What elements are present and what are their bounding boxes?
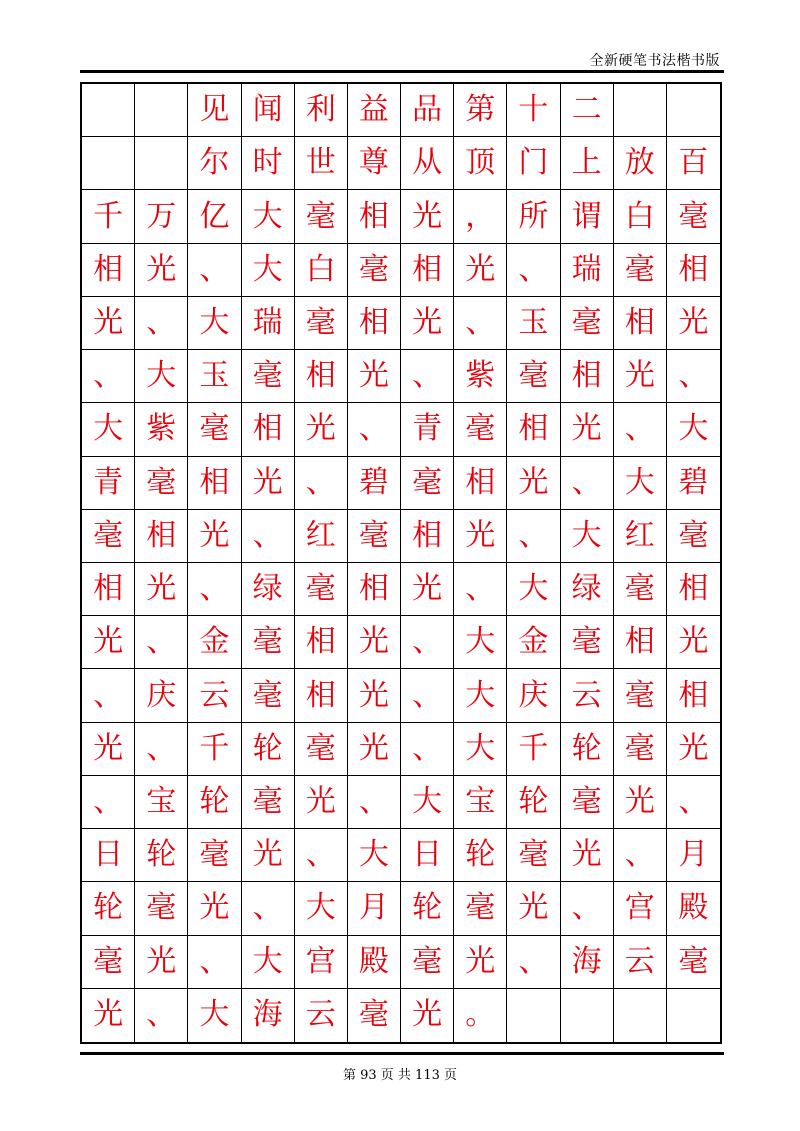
grid-cell: 光 xyxy=(401,190,454,243)
grid-cell: 毫 xyxy=(507,829,560,882)
grid-cell: 绿 xyxy=(561,563,614,616)
grid-cell: 、 xyxy=(507,510,560,563)
copybook-grid xyxy=(80,82,722,1044)
grid-cell: 相 xyxy=(82,563,135,616)
grid-cell: 大 xyxy=(507,563,560,616)
grid-cell: 殿 xyxy=(667,882,720,935)
grid-cell: 光 xyxy=(82,723,135,776)
grid-cell xyxy=(614,989,667,1042)
grid-cell: 千 xyxy=(507,723,560,776)
grid-cell: 绿 xyxy=(242,563,295,616)
grid-cell: 、 xyxy=(561,457,614,510)
grid-cell: 益 xyxy=(348,84,401,137)
grid-cell: 云 xyxy=(614,936,667,989)
grid-cell: 、 xyxy=(667,776,720,829)
grid-cell: 毫 xyxy=(454,403,507,456)
grid-cell: 白 xyxy=(295,244,348,297)
grid-cell: 金 xyxy=(507,616,560,669)
grid-cell: 相 xyxy=(188,457,241,510)
grid-cell: 、 xyxy=(614,403,667,456)
grid-cell: 宫 xyxy=(295,936,348,989)
grid-cell xyxy=(667,84,720,137)
grid-cell: 顶 xyxy=(454,137,507,190)
grid-cell: 毫 xyxy=(295,723,348,776)
grid-cell: 大 xyxy=(667,403,720,456)
grid-cell: 毫 xyxy=(188,829,241,882)
grid-cell: 大 xyxy=(242,936,295,989)
grid-cell: 相 xyxy=(667,244,720,297)
grid-cell: 大 xyxy=(401,776,454,829)
grid-cell: 相 xyxy=(295,669,348,722)
grid-cell: 碧 xyxy=(348,457,401,510)
grid-cell: 光 xyxy=(667,297,720,350)
grid-cell xyxy=(82,137,135,190)
grid-cell: 品 xyxy=(401,84,454,137)
grid-cell: 、 xyxy=(295,457,348,510)
grid-cell: 、 xyxy=(401,669,454,722)
grid-cell: 光 xyxy=(82,297,135,350)
grid-cell: 光 xyxy=(401,989,454,1042)
grid-cell: 大 xyxy=(561,510,614,563)
grid-cell: 、 xyxy=(82,350,135,403)
grid-cell: 庆 xyxy=(135,669,188,722)
grid-cell: 轮 xyxy=(188,776,241,829)
grid-cell: 毫 xyxy=(667,190,720,243)
grid-cell: ， xyxy=(454,190,507,243)
grid-cell: 、 xyxy=(82,669,135,722)
grid-cell: 光 xyxy=(507,882,560,935)
grid-cell: 、 xyxy=(561,882,614,935)
grid-cell: 尔 xyxy=(188,137,241,190)
grid-cell: 大 xyxy=(188,297,241,350)
grid-cell: 大 xyxy=(348,829,401,882)
grid-cell: 光 xyxy=(242,457,295,510)
grid-cell: 大 xyxy=(454,669,507,722)
grid-cell: 毫 xyxy=(561,297,614,350)
grid-cell: 毫 xyxy=(401,457,454,510)
grid-cell: 宝 xyxy=(454,776,507,829)
grid-cell: 轮 xyxy=(561,723,614,776)
grid-cell: 光 xyxy=(401,563,454,616)
grid-cell: 轮 xyxy=(242,723,295,776)
grid-cell: 、 xyxy=(507,244,560,297)
grid-cell: 云 xyxy=(561,669,614,722)
grid-cell: 、 xyxy=(135,723,188,776)
grid-cell: 毫 xyxy=(561,776,614,829)
grid-cell: 、 xyxy=(454,563,507,616)
footer-divider xyxy=(80,1052,724,1055)
grid-cell: 毫 xyxy=(188,403,241,456)
grid-cell: 光 xyxy=(614,776,667,829)
grid-cell: 光 xyxy=(614,350,667,403)
grid-cell: 紫 xyxy=(135,403,188,456)
grid-cell xyxy=(135,137,188,190)
grid-cell: 毫 xyxy=(614,723,667,776)
grid-cell: 庆 xyxy=(507,669,560,722)
grid-cell: 毫 xyxy=(348,510,401,563)
grid-cell: 相 xyxy=(242,403,295,456)
grid-cell: 千 xyxy=(82,190,135,243)
grid-cell xyxy=(82,84,135,137)
grid-cell: 海 xyxy=(561,936,614,989)
grid-cell: 瑞 xyxy=(242,297,295,350)
grid-cell: 光 xyxy=(507,457,560,510)
grid-cell: 、 xyxy=(188,563,241,616)
grid-cell: 相 xyxy=(348,297,401,350)
grid-cell: 大 xyxy=(242,190,295,243)
grid-cell: 谓 xyxy=(561,190,614,243)
grid-cell: 光 xyxy=(454,244,507,297)
grid-cell: 、 xyxy=(454,297,507,350)
grid-cell xyxy=(667,989,720,1042)
grid-cell: 相 xyxy=(82,244,135,297)
grid-cell: 光 xyxy=(348,616,401,669)
grid-cell: 万 xyxy=(135,190,188,243)
page-number: 第 93 页 共 113 页 xyxy=(342,1068,458,1083)
grid-cell: 闻 xyxy=(242,84,295,137)
grid-cell: 光 xyxy=(348,350,401,403)
grid-cell: 二 xyxy=(561,84,614,137)
grid-cell: 见 xyxy=(188,84,241,137)
grid-cell: 碧 xyxy=(667,457,720,510)
grid-cell: 轮 xyxy=(454,829,507,882)
grid-cell: 紫 xyxy=(454,350,507,403)
grid-cell: 相 xyxy=(348,563,401,616)
grid-cell xyxy=(507,989,560,1042)
grid-cell: 红 xyxy=(614,510,667,563)
grid-cell: 毫 xyxy=(242,616,295,669)
grid-cell: 玉 xyxy=(507,297,560,350)
grid-cell: 毫 xyxy=(614,563,667,616)
grid-cell: 上 xyxy=(561,137,614,190)
grid-cell: 相 xyxy=(401,244,454,297)
grid-cell: 毫 xyxy=(561,616,614,669)
grid-cell: 时 xyxy=(242,137,295,190)
grid-cell: 光 xyxy=(135,244,188,297)
grid-cell: 毫 xyxy=(401,936,454,989)
grid-cell: 光 xyxy=(242,829,295,882)
grid-cell: 第 xyxy=(454,84,507,137)
grid-cell: 殿 xyxy=(348,936,401,989)
grid-cell: 、 xyxy=(348,403,401,456)
grid-cell: 日 xyxy=(401,829,454,882)
grid-cell: 大 xyxy=(188,989,241,1042)
grid-cell: 毫 xyxy=(614,669,667,722)
grid-cell: 云 xyxy=(188,669,241,722)
grid-cell: 毫 xyxy=(242,350,295,403)
grid-cell: 相 xyxy=(614,297,667,350)
grid-cell: 光 xyxy=(401,297,454,350)
grid-cell: 、 xyxy=(135,616,188,669)
grid-cell: 大 xyxy=(614,457,667,510)
grid-cell: 毫 xyxy=(82,510,135,563)
grid-cell: 相 xyxy=(295,350,348,403)
grid-cell: 相 xyxy=(507,403,560,456)
grid-cell: 门 xyxy=(507,137,560,190)
grid-cell: 。 xyxy=(454,989,507,1042)
grid-cell: 光 xyxy=(561,403,614,456)
grid-cell: 放 xyxy=(614,137,667,190)
grid-cell: 相 xyxy=(454,457,507,510)
grid-cell: 光 xyxy=(667,616,720,669)
grid-cell: 毫 xyxy=(614,244,667,297)
header-title: 全新硬笔书法楷书版 xyxy=(589,53,720,69)
grid-cell: 相 xyxy=(667,669,720,722)
grid-cell: 毫 xyxy=(295,297,348,350)
grid-cell: 光 xyxy=(188,510,241,563)
grid-cell: 轮 xyxy=(401,882,454,935)
grid-cell: 轮 xyxy=(135,829,188,882)
grid-cell: 、 xyxy=(135,297,188,350)
grid-cell: 毫 xyxy=(348,244,401,297)
grid-cell: 毫 xyxy=(667,936,720,989)
grid-cell: 、 xyxy=(188,244,241,297)
grid-cell: 、 xyxy=(401,350,454,403)
grid-cell: 、 xyxy=(295,829,348,882)
grid-cell: 相 xyxy=(614,616,667,669)
grid-cell: 大 xyxy=(135,350,188,403)
grid-cell: 云 xyxy=(295,989,348,1042)
grid-cell: 、 xyxy=(82,776,135,829)
grid-cell: 青 xyxy=(82,457,135,510)
grid-cell: 光 xyxy=(82,616,135,669)
grid-cell: 光 xyxy=(188,882,241,935)
grid-cell: 瑞 xyxy=(561,244,614,297)
grid-cell: 大 xyxy=(454,616,507,669)
grid-cell: 光 xyxy=(135,563,188,616)
grid-cell: 毫 xyxy=(242,776,295,829)
grid-cell xyxy=(561,989,614,1042)
grid-cell: 、 xyxy=(507,936,560,989)
grid-cell: 玉 xyxy=(188,350,241,403)
grid-cell: 光 xyxy=(454,510,507,563)
grid-cell: 、 xyxy=(135,989,188,1042)
grid-cell: 青 xyxy=(401,403,454,456)
grid-cell: 日 xyxy=(82,829,135,882)
grid-cell: 、 xyxy=(614,829,667,882)
grid-cell: 毫 xyxy=(295,190,348,243)
grid-cell: 光 xyxy=(295,776,348,829)
grid-cell: 海 xyxy=(242,989,295,1042)
grid-cell: 千 xyxy=(188,723,241,776)
grid-cell: 白 xyxy=(614,190,667,243)
grid-cell: 尊 xyxy=(348,137,401,190)
grid-cell xyxy=(135,84,188,137)
grid-cell: 金 xyxy=(188,616,241,669)
grid-cell: 十 xyxy=(507,84,560,137)
grid-cell: 、 xyxy=(242,510,295,563)
grid-cell: 毫 xyxy=(507,350,560,403)
grid-cell: 毫 xyxy=(135,882,188,935)
grid-cell: 毫 xyxy=(135,457,188,510)
grid-cell: 所 xyxy=(507,190,560,243)
grid-cell: 毫 xyxy=(295,563,348,616)
header-divider xyxy=(80,70,724,73)
grid-cell: 毫 xyxy=(242,669,295,722)
grid-cell: 、 xyxy=(348,776,401,829)
grid-cell: 、 xyxy=(188,936,241,989)
grid-cell xyxy=(614,84,667,137)
grid-cell: 光 xyxy=(295,403,348,456)
grid-cell: 月 xyxy=(667,829,720,882)
grid-cell: 、 xyxy=(667,350,720,403)
grid-cell: 光 xyxy=(348,723,401,776)
grid-cell: 、 xyxy=(242,882,295,935)
grid-cell: 光 xyxy=(667,723,720,776)
grid-cell: 、 xyxy=(401,616,454,669)
grid-cell: 大 xyxy=(82,403,135,456)
grid-cell: 世 xyxy=(295,137,348,190)
grid-cell: 利 xyxy=(295,84,348,137)
grid-cell: 亿 xyxy=(188,190,241,243)
grid-cell: 相 xyxy=(401,510,454,563)
grid-cell: 轮 xyxy=(82,882,135,935)
grid-cell: 光 xyxy=(135,936,188,989)
grid-cell: 相 xyxy=(667,563,720,616)
grid-cell: 宝 xyxy=(135,776,188,829)
grid-cell: 轮 xyxy=(507,776,560,829)
grid-cell: 相 xyxy=(348,190,401,243)
grid-cell: 光 xyxy=(82,989,135,1042)
grid-cell: 大 xyxy=(295,882,348,935)
grid-cell: 从 xyxy=(401,137,454,190)
grid-cell: 百 xyxy=(667,137,720,190)
grid-cell: 红 xyxy=(295,510,348,563)
grid-cell: 相 xyxy=(135,510,188,563)
grid-cell: 相 xyxy=(561,350,614,403)
grid-cell: 毫 xyxy=(667,510,720,563)
grid-cell: 大 xyxy=(242,244,295,297)
grid-cell: 光 xyxy=(454,936,507,989)
grid-cell: 毫 xyxy=(348,989,401,1042)
grid-cell: 毫 xyxy=(454,882,507,935)
grid-cell: 、 xyxy=(401,723,454,776)
grid-cell: 相 xyxy=(295,616,348,669)
grid-cell: 毫 xyxy=(82,936,135,989)
grid-cell: 光 xyxy=(561,829,614,882)
grid-cell: 大 xyxy=(454,723,507,776)
grid-cell: 月 xyxy=(348,882,401,935)
grid-cell: 宫 xyxy=(614,882,667,935)
grid-cell: 光 xyxy=(348,669,401,722)
